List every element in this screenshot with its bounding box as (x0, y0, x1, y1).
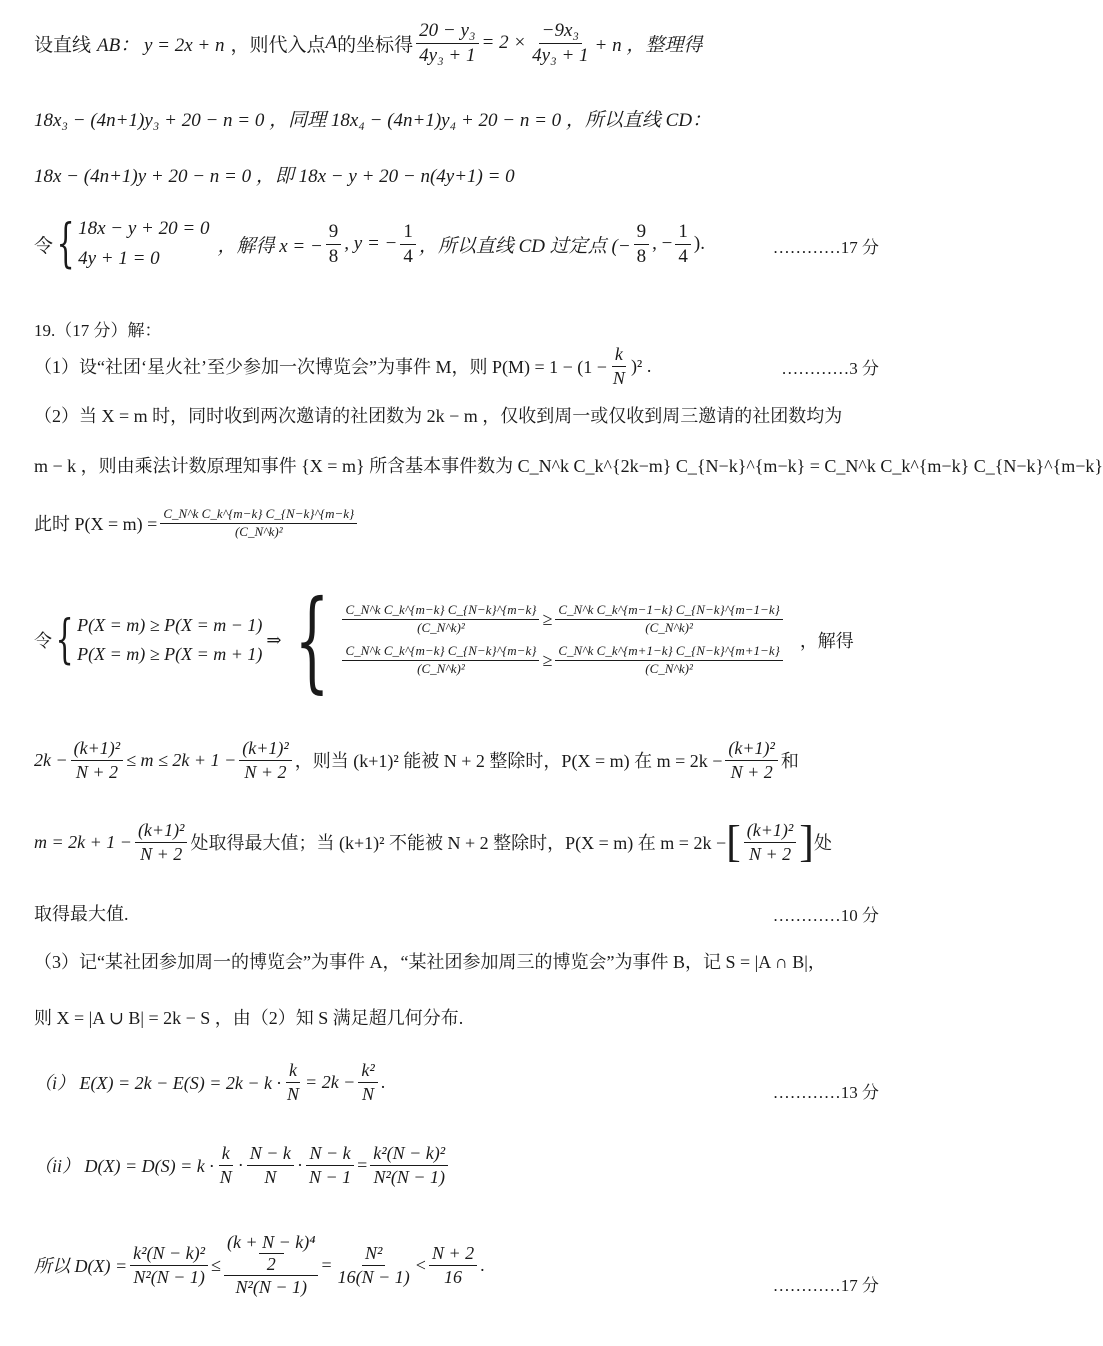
final-bound (34, 1232, 485, 1298)
text: 18x − (4n+1)y + 20 − n = 0 ，即 18x − y + 20 − n(4y+1) = 0 (34, 166, 515, 187)
brace: { (294, 576, 330, 704)
denominator: 16 (444, 1266, 463, 1287)
numerator: N + 2 (429, 1243, 477, 1266)
text: （3）记“某社团参加周一的博览会”为事件 A，“某社团参加周三的博览会”为事件 B，记 S = |A ∩ B|， (34, 952, 826, 972)
denominator: (C_N^k)² (234, 523, 283, 539)
text: m − k ，则由乘法计数原理知事件 {X = m} 所含基本事件数为 C_N^k C_k^{2k−m} C_{N−k}^{m−k} = C_N^k C_k^{m−k} C_{N−k}^{m−k} (34, 456, 1103, 476)
denominator: 4y₃ + 1 (532, 44, 589, 66)
text: （2）当 X = m 时，同时收到两次邀请的社团数为 2k − m ，仅收到周一或仅收到周三邀请的社团数均为 (34, 406, 843, 426)
text: ). (693, 233, 705, 255)
text: m = 2k + 1 − (34, 831, 132, 852)
denominator: N²(N − 1) (235, 1277, 307, 1298)
line-fixed-point (34, 214, 705, 275)
part-3-line-b (34, 1004, 463, 1030)
numerator: −9x₃ (539, 20, 582, 44)
fraction (247, 1143, 294, 1187)
fraction (358, 1060, 377, 1104)
point-label: A (325, 32, 338, 54)
text: 令 (34, 631, 52, 651)
denominator: N (612, 367, 625, 388)
system-row: P(X = m) ≥ P(X = m − 1) (77, 615, 263, 636)
fraction (130, 1243, 208, 1287)
numerator: N − k (247, 1143, 294, 1166)
text: + n ，整理得 (594, 34, 703, 56)
text: 处取得最大值；当 (k+1)² 不能被 N + 2 整除时，P(X = m) 在 m = 2k − (190, 833, 727, 854)
fraction (217, 1143, 235, 1187)
part-2-conclusion (34, 900, 129, 926)
text: . (480, 1254, 485, 1275)
part-2-line-a (34, 402, 842, 428)
equation: = 2 × (481, 32, 527, 54)
denominator: N + 2 (140, 843, 183, 864)
text: ，则代入点 (230, 34, 326, 56)
text: 令 (34, 235, 54, 257)
denominator: 4 (403, 245, 413, 267)
text: , − (652, 233, 673, 255)
fraction (342, 644, 539, 677)
text: 取得最大值. (34, 904, 129, 924)
fraction (335, 1243, 413, 1287)
system-row: P(X = m) ≥ P(X = m + 1) (77, 644, 263, 664)
numerator: (k+1)² (239, 738, 292, 761)
fraction (416, 20, 478, 67)
score-mark: …………13 分 (772, 1083, 879, 1102)
brace: { (56, 214, 75, 275)
equation: AB： y = 2x + n (97, 34, 225, 56)
brace: { (55, 610, 74, 670)
denominator: N (219, 1166, 232, 1187)
score-mark: …………10 分 (772, 906, 879, 925)
question-header (34, 316, 162, 341)
part-3-line-a (34, 948, 826, 974)
numerator: 20 − y₃ (416, 20, 478, 44)
numerator: C_N^k C_k^{m−k} C_{N−k}^{m−k} (160, 507, 357, 524)
denominator: N²(N − 1) (133, 1266, 205, 1287)
part-3-expectation (34, 1060, 385, 1104)
text: 的坐标得 (337, 34, 414, 56)
numerator: 9 (634, 221, 650, 245)
denominator: 4 (678, 245, 688, 267)
numerator-top: (k + N − k)⁴ (226, 1232, 316, 1252)
fraction (429, 1243, 477, 1287)
numerator: 9 (326, 221, 342, 245)
numerator: k²(N − k)² (130, 1243, 208, 1266)
denominator: (C_N^k)² (417, 620, 465, 636)
operator: = (321, 1254, 332, 1275)
fraction (634, 221, 650, 268)
numerator: k²(N − k)² (370, 1143, 448, 1166)
fraction (555, 603, 783, 636)
text: , y = − (344, 233, 398, 255)
fraction (555, 644, 783, 677)
fraction (224, 1232, 319, 1298)
fraction (326, 221, 342, 268)
floor-bracket-right: ] (799, 817, 814, 867)
text: 18x₃ − (4n+1)y₃ + 20 − n = 0 ，同理 18x₄ − (4n+1)y₄ + 20 − n = 0 ，所以直线 CD： (34, 110, 712, 131)
text: )² . (630, 355, 652, 376)
text: （ii） D(X) = D(S) = k · (34, 1156, 214, 1177)
text: 19.（17 分）解： (34, 321, 162, 340)
text: 和 (780, 751, 799, 772)
numerator-divisor: 2 (259, 1253, 284, 1275)
numerator: k² (358, 1060, 377, 1083)
fraction (135, 820, 188, 864)
text: ，解得 x = − (217, 235, 323, 257)
numerator: 1 (400, 221, 416, 245)
numerator: C_N^k C_k^{m−k} C_{N−k}^{m−k} (342, 603, 539, 620)
numerator: (k+1)² (725, 738, 778, 761)
text: = 2k − (305, 1071, 356, 1092)
denominator: 8 (328, 245, 339, 267)
part-2-line-b (34, 452, 1103, 478)
numerator: k (219, 1143, 233, 1166)
text: 设直线 (34, 34, 92, 56)
text: ，解得 (799, 631, 854, 651)
fraction (610, 344, 628, 388)
fraction (342, 603, 539, 636)
system-row: 4y + 1 = 0 (78, 248, 160, 270)
fraction (71, 738, 124, 782)
operator: < (415, 1254, 426, 1275)
part-1 (34, 344, 651, 388)
text: ，所以直线 CD 过定点 (− (418, 235, 631, 257)
operator: · (237, 1154, 244, 1175)
numerator: k (612, 344, 626, 367)
denominator: N + 2 (748, 843, 792, 864)
fraction (675, 221, 691, 268)
denominator: N (287, 1083, 300, 1104)
numerator: C_N^k C_k^{m−1−k} C_{N−k}^{m−1−k} (555, 603, 783, 620)
denominator: N + 2 (244, 761, 287, 782)
denominator: N − 1 (308, 1166, 352, 1187)
score-mark: …………17 分 (772, 238, 879, 257)
denominator: (C_N^k)² (645, 620, 693, 636)
text: 则 X = |A ∪ B| = 2k − S ，由（2）知 S 满足超几何分布. (34, 1008, 464, 1028)
denominator: 16(N − 1) (337, 1266, 410, 1287)
equation-system (52, 611, 262, 669)
part-2-range (34, 738, 799, 782)
part-2-inequality-system (34, 576, 854, 704)
fraction (370, 1143, 448, 1187)
fraction (725, 738, 778, 782)
fraction (744, 820, 797, 864)
text: ，则当 (k+1)² 能被 N + 2 整除时，P(X = m) 在 m = 2k − (294, 751, 723, 772)
denominator: N + 2 (730, 761, 773, 782)
numerator: N² (362, 1243, 385, 1266)
operator: ≤ (211, 1254, 221, 1275)
denominator: N (264, 1166, 277, 1187)
score-mark: …………17 分 (772, 1276, 879, 1295)
text: （1）设“社团‘星火社’至少参加一次博览会”为事件 M，则 P(M) = 1 − (1 − (34, 357, 607, 378)
text: ≤ m ≤ 2k + 1 − (126, 749, 237, 770)
implies-arrow: ⇒ (266, 629, 282, 650)
denominator: 4y₃ + 1 (419, 44, 476, 66)
text: 所以 D(X) = (34, 1256, 128, 1277)
score-mark: …………3 分 (781, 359, 879, 378)
operator: ≥ (542, 608, 553, 629)
operator: = (357, 1154, 368, 1175)
numerator: (k+1)² (135, 820, 188, 843)
numerator: C_N^k C_k^{m+1−k} C_{N−k}^{m+1−k} (555, 644, 783, 661)
fraction (400, 221, 416, 268)
fraction (284, 1060, 302, 1104)
denominator: 8 (636, 245, 647, 267)
operator: ≥ (542, 649, 553, 670)
equation-system (53, 214, 209, 275)
text: 处 (813, 833, 832, 854)
numerator: (k+1)² (71, 738, 124, 761)
fraction (306, 1143, 354, 1187)
line-cd-derivation (34, 105, 711, 132)
denominator: N (362, 1083, 375, 1104)
line-ab-substitution (34, 20, 702, 67)
denominator: N + 2 (75, 761, 118, 782)
operator: · (296, 1154, 303, 1175)
part-3-variance (34, 1143, 451, 1187)
denominator: N²(N − 1) (373, 1166, 445, 1187)
numerator: k (286, 1060, 300, 1083)
numerator: N − k (306, 1143, 353, 1166)
denominator: (C_N^k)² (645, 660, 693, 676)
numerator: 1 (675, 221, 691, 245)
part-2-probability (34, 507, 360, 540)
system-row: 18x − y + 20 = 0 (78, 218, 210, 239)
numerator: (k+1)² (744, 820, 797, 843)
part-2-max (34, 817, 832, 867)
text: 2k − (34, 749, 68, 770)
fraction (239, 738, 292, 782)
numerator: C_N^k C_k^{m−k} C_{N−k}^{m−k} (342, 644, 539, 661)
line-cd-equation (34, 161, 515, 188)
text: 此时 P(X = m) = (34, 514, 158, 535)
floor-bracket-left: [ (726, 817, 741, 867)
text: （i） E(X) = 2k − E(S) = 2k − k · (34, 1073, 282, 1094)
denominator: (C_N^k)² (417, 660, 465, 676)
fraction (160, 507, 357, 540)
text: . (380, 1071, 386, 1092)
fraction (529, 20, 591, 67)
